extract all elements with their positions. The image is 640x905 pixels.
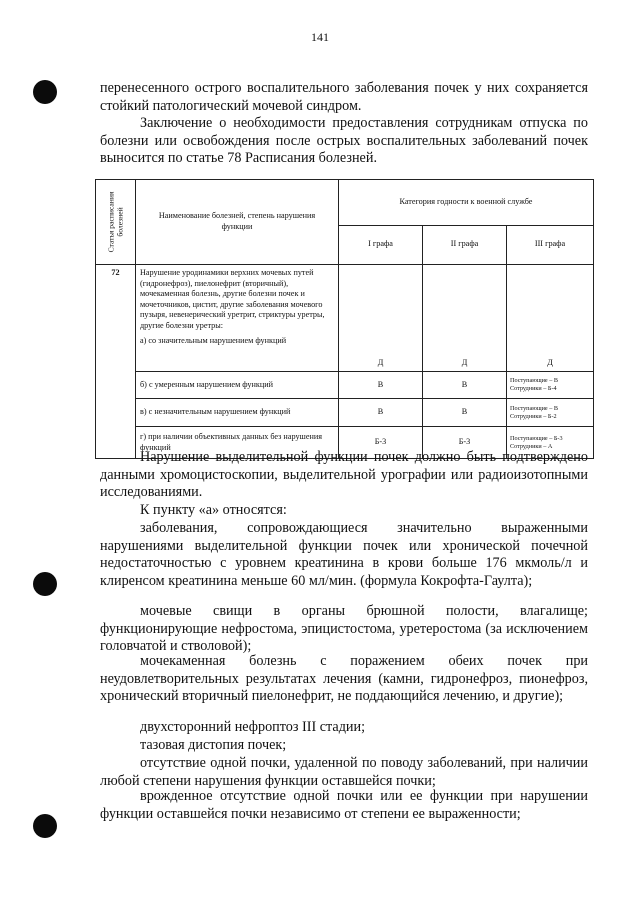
header-disease-name-text: Наименование болезней, степень нарушения функции bbox=[158, 211, 316, 231]
row-d-g3: Поступающие – Б-3 Сотрудники – А bbox=[507, 427, 594, 459]
row-a-label: а) со значительным нарушением функций bbox=[140, 335, 287, 345]
continued-paragraph: перенесенного острого воспалительного заболевания почек у них сохраняется стойкий патологический мочевой синдром. bbox=[100, 80, 588, 114]
row-c-g3: Поступающие – В Сотрудники – Б-2 bbox=[507, 399, 594, 427]
header-article-text: Статья расписания болезней bbox=[105, 191, 124, 253]
article-number bbox=[96, 265, 136, 459]
row-a-cell bbox=[136, 265, 339, 372]
row-b-label: б) с умеренным нарушением функций bbox=[136, 372, 339, 399]
paragraph-nephroptosis: двухсторонний нефроптоз III стадии; bbox=[140, 719, 366, 735]
paragraph-fistulas: мочевые свищи в органы брюшной полости, влагалище; функционирующие нефростома, эпицистостома, уретеростома (за исключением головчатой и стволовой); bbox=[100, 603, 588, 655]
binder-hole-bottom bbox=[33, 814, 57, 838]
row-a-g1: Д bbox=[339, 265, 423, 372]
paragraph-congenital-absence: врожденное отсутствие одной почки или ее функции при нарушении функции оставшейся почки независимо от степени ее выраженности; bbox=[100, 788, 588, 822]
row-b-g2: В bbox=[423, 372, 507, 399]
row-c-label: в) с незначительным нарушением функций bbox=[136, 399, 339, 427]
article-number-text: 72 bbox=[111, 268, 120, 277]
paragraph-confirmation: Нарушение выделительной функции почек должно быть подтверждено данными хромоцистоскопии, выделительной урографии или радиоизотопными исследованиями. bbox=[100, 449, 588, 501]
disease-schedule-table bbox=[95, 179, 594, 459]
paragraph-dystopia: тазовая дистопия почек; bbox=[140, 737, 287, 753]
row-d-g2: Б-3 bbox=[423, 427, 507, 459]
header-category bbox=[339, 180, 594, 226]
row-a-g3: Д bbox=[507, 265, 594, 372]
header-col-1: I графа bbox=[339, 225, 423, 264]
header-disease-name bbox=[136, 180, 339, 265]
row-a-g2: Д bbox=[423, 265, 507, 372]
row-b-g1: В bbox=[339, 372, 423, 399]
paragraph-urolithiasis: мочекаменная болезнь с поражением обеих почек при неудовлетворительных результатах лечения (камни, гидронефроз, пионефроз, хронический вторичный пиелонефрит, не поддающийся лечению, и другие); bbox=[100, 653, 588, 705]
binder-hole-middle bbox=[33, 572, 57, 596]
row-c-g2: В bbox=[423, 399, 507, 427]
row-d-label: г) при наличии объективных данных без нарушения функций bbox=[136, 427, 339, 459]
binder-hole-top bbox=[33, 80, 57, 104]
row-c-g1: В bbox=[339, 399, 423, 427]
paragraph-absent-kidney-removed: отсутствие одной почки, удаленной по поводу заболеваний, при наличии любой степени нарушения функции оставшейся почки; bbox=[100, 755, 588, 789]
row-b-g3: Поступающие – В Сотрудники – Б-4 bbox=[507, 372, 594, 399]
row-d-g1: Б-3 bbox=[339, 427, 423, 459]
header-col-2: II графа bbox=[423, 225, 507, 264]
paragraph-item-a-heading: К пункту «а» относятся: bbox=[140, 502, 287, 518]
header-category-text: Категория годности к военной службе bbox=[399, 196, 533, 206]
conclusion-paragraph: Заключение о необходимости предоставления сотрудникам отпуска по болезни или освобождения после острых воспалительных заболеваний почек выносится по статье 78 Расписания болезней. bbox=[100, 115, 588, 167]
page-number: 141 bbox=[311, 30, 329, 44]
paragraph-renal-failure: заболевания, сопровождающиеся значительно выраженными нарушениями выделительной функции почек или хронической почечной недостаточностью с уровнем креатинина в крови больше 176 мкмоль/л и клиренсом креатинина меньше 60 мл/мин. (формула Кокрофта-Гаулта); bbox=[100, 520, 588, 589]
header-col-3: III графа bbox=[507, 225, 594, 264]
disease-description: Нарушение уродинамики верхних мочевых путей (гидронефроз), пиелонефрит (вторичный), мочекаменная болезнь, другие болезни почек и мочеточников, цистит, другие заболевания мочевого пузыря, невенерический уретрит, стриктуры уретры, другие болезни уретры: bbox=[140, 268, 325, 330]
header-article bbox=[96, 180, 136, 265]
